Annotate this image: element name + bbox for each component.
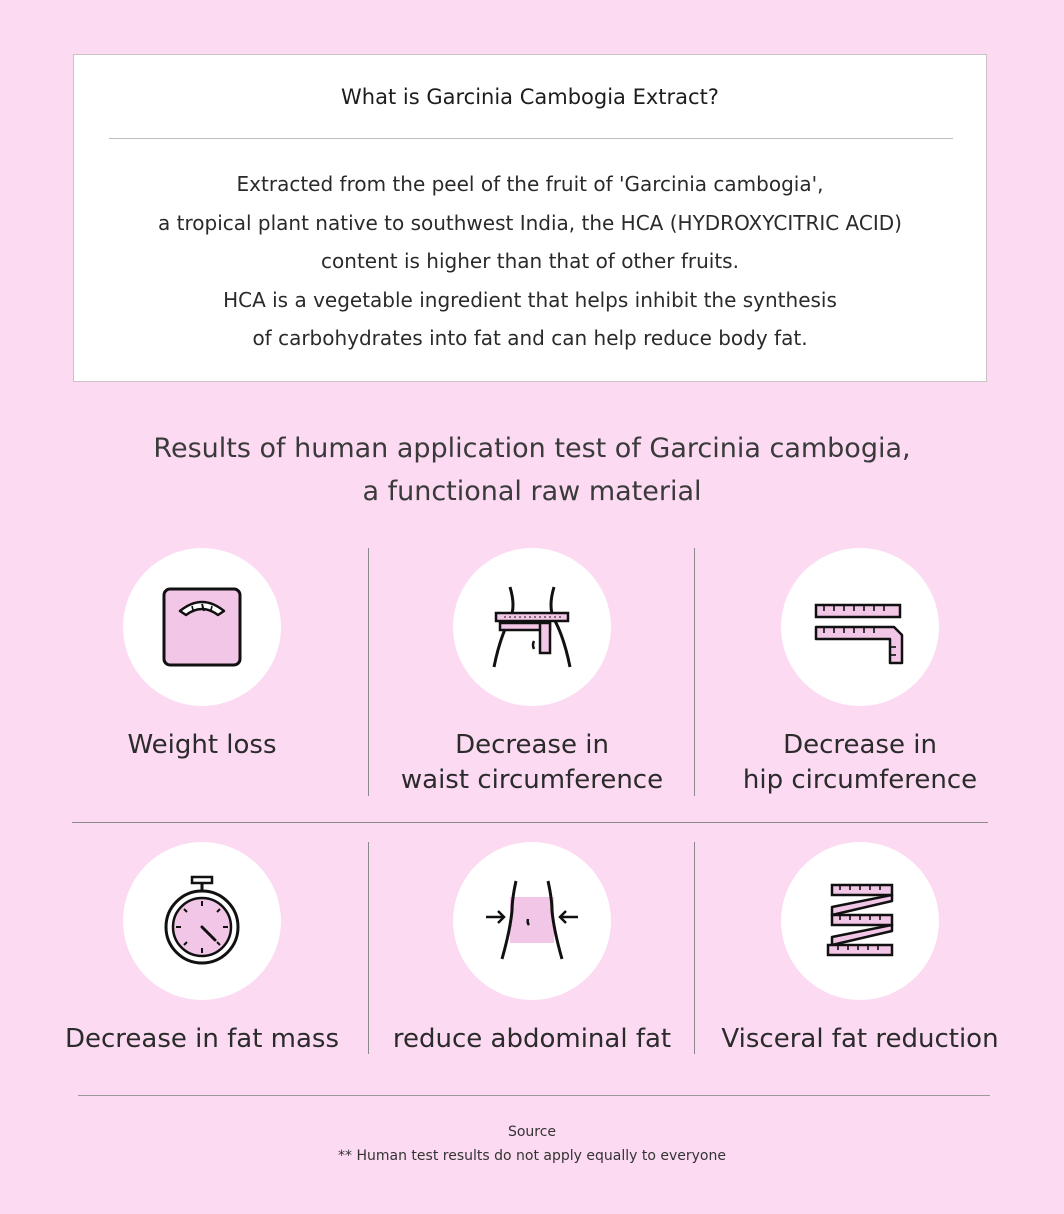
results-heading-line: a functional raw material bbox=[362, 476, 702, 507]
info-box bbox=[73, 54, 987, 382]
icon-circle bbox=[453, 842, 611, 1000]
info-description bbox=[74, 165, 986, 358]
result-label: Decrease in fat mass bbox=[64, 1024, 340, 1054]
icon-circle bbox=[453, 548, 611, 706]
grid-divider-vertical bbox=[694, 842, 695, 1054]
waist-measure-icon bbox=[482, 577, 582, 677]
info-line: HCA is a vegetable ingredient that helps inhibit the synthesis bbox=[223, 287, 837, 312]
results-heading bbox=[0, 427, 1064, 513]
result-label: Decrease in hip circumference bbox=[742, 730, 978, 795]
coiled-tape-icon bbox=[810, 871, 910, 971]
grid-divider-vertical bbox=[368, 842, 369, 1054]
icon-circle bbox=[781, 548, 939, 706]
info-line: of carbohydrates into fat and can help reduce body fat. bbox=[252, 326, 808, 350]
icon-circle bbox=[123, 842, 281, 1000]
grid-divider-vertical bbox=[368, 548, 369, 796]
footer-divider bbox=[78, 1095, 990, 1096]
abdomen-squeeze-icon bbox=[482, 871, 582, 971]
info-line: Extracted from the peel of the fruit of 'Garcinia cambogia', bbox=[236, 172, 824, 196]
source-note: ** Human test results do not apply equally to everyone bbox=[338, 1148, 726, 1164]
grid-divider-horizontal bbox=[72, 822, 988, 823]
results-heading-line: Results of human application test of Garcinia cambogia, bbox=[153, 433, 911, 464]
result-label: Visceral fat reduction bbox=[721, 1024, 999, 1054]
info-divider bbox=[109, 138, 953, 139]
info-line: content is higher than that of other fruits. bbox=[321, 249, 739, 273]
info-title: What is Garcinia Cambogia Extract? bbox=[341, 85, 719, 109]
result-label: Decrease in waist circumference bbox=[400, 730, 664, 795]
scale-icon bbox=[152, 577, 252, 677]
grid-divider-vertical bbox=[694, 548, 695, 796]
stopwatch-icon bbox=[152, 871, 252, 971]
icon-circle bbox=[781, 842, 939, 1000]
result-label: reduce abdominal fat bbox=[392, 1024, 672, 1054]
tape-measure-icon bbox=[810, 577, 910, 677]
info-line: a tropical plant native to southwest India, the HCA (HYDROXYCITRIC ACID) bbox=[158, 210, 902, 235]
source-label: Source bbox=[507, 1124, 557, 1140]
icon-circle bbox=[123, 548, 281, 706]
result-label: Weight loss bbox=[127, 730, 277, 760]
